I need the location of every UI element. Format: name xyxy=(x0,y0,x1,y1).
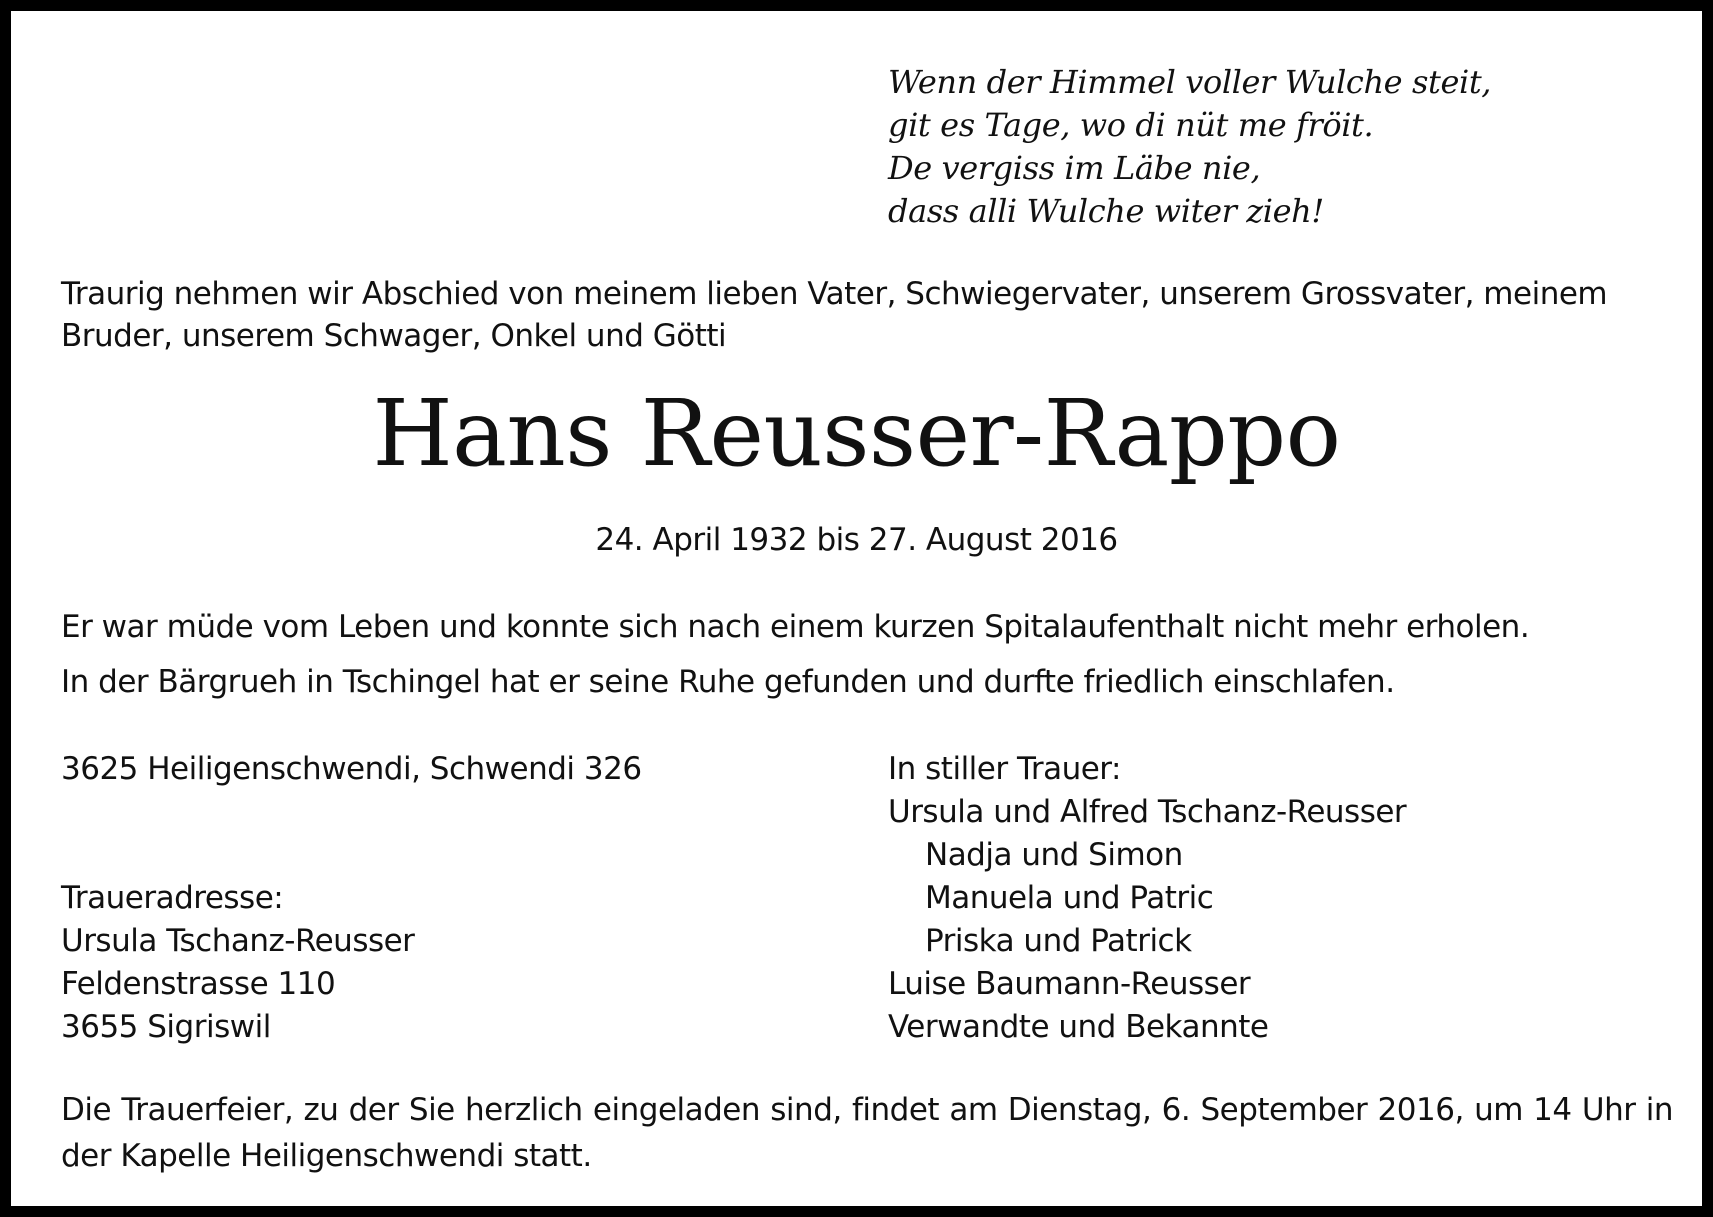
paragraph: In der Bärgrueh in Tschingel hat er seine Ruhe gefunden und durfte friedlich einschlafen. xyxy=(61,664,1395,700)
spacer xyxy=(61,834,642,877)
address-column xyxy=(61,748,642,1049)
deceased-name: Hans Reusser-Rappo xyxy=(372,380,1341,487)
residence-address: 3625 Heiligenschwendi, Schwendi 326 xyxy=(61,751,642,787)
mourner-entry: Luise Baumann-Reusser xyxy=(888,966,1251,1002)
funeral-info: Die Trauerfeier, zu der Sie herzlich eingeladen sind, findet am Dienstag, 6. September 2016, um 14 Uhr in der Kapelle Heiligenschwendi statt. xyxy=(61,1092,1673,1174)
poem-line: De vergiss im Läbe nie, xyxy=(888,149,1261,187)
mourning-address-street: Feldenstrasse 110 xyxy=(61,966,336,1002)
poem-line: dass alli Wulche witer zieh! xyxy=(888,192,1324,230)
poem xyxy=(888,61,1491,233)
mourner-entry: Ursula und Alfred Tschanz-Reusser xyxy=(888,794,1407,830)
paragraph: Er war müde vom Leben und konnte sich nach einem kurzen Spitalaufenthalt nicht mehr erholen. xyxy=(61,609,1530,645)
poem-line: Wenn der Himmel voller Wulche steit, xyxy=(888,63,1492,101)
poem-line: git es Tage, wo di nüt me fröit. xyxy=(888,106,1374,144)
life-dates: 24. April 1932 bis 27. August 2016 xyxy=(595,522,1118,558)
mourner-entry: Verwandte und Bekannte xyxy=(888,1009,1269,1045)
mourning-address-name: Ursula Tschanz-Reusser xyxy=(61,923,415,959)
mourning-address-label: Traueradresse: xyxy=(61,880,284,916)
spacer xyxy=(61,791,642,834)
mourner-entry: Nadja und Simon xyxy=(925,837,1183,873)
mourner-entry: Manuela und Patric xyxy=(925,880,1214,916)
mourners-heading: In stiller Trauer: xyxy=(888,751,1121,787)
intro-text: Traurig nehmen wir Abschied von meinem lieben Vater, Schwiegervater, unserem Grossvater, meinem Bruder, unserem Schwager, Onkel und Götti xyxy=(61,276,1608,354)
mourner-entry: Priska und Patrick xyxy=(925,923,1192,959)
mourning-address-city: 3655 Sigriswil xyxy=(61,1009,271,1045)
mourners-column xyxy=(888,748,1406,1049)
